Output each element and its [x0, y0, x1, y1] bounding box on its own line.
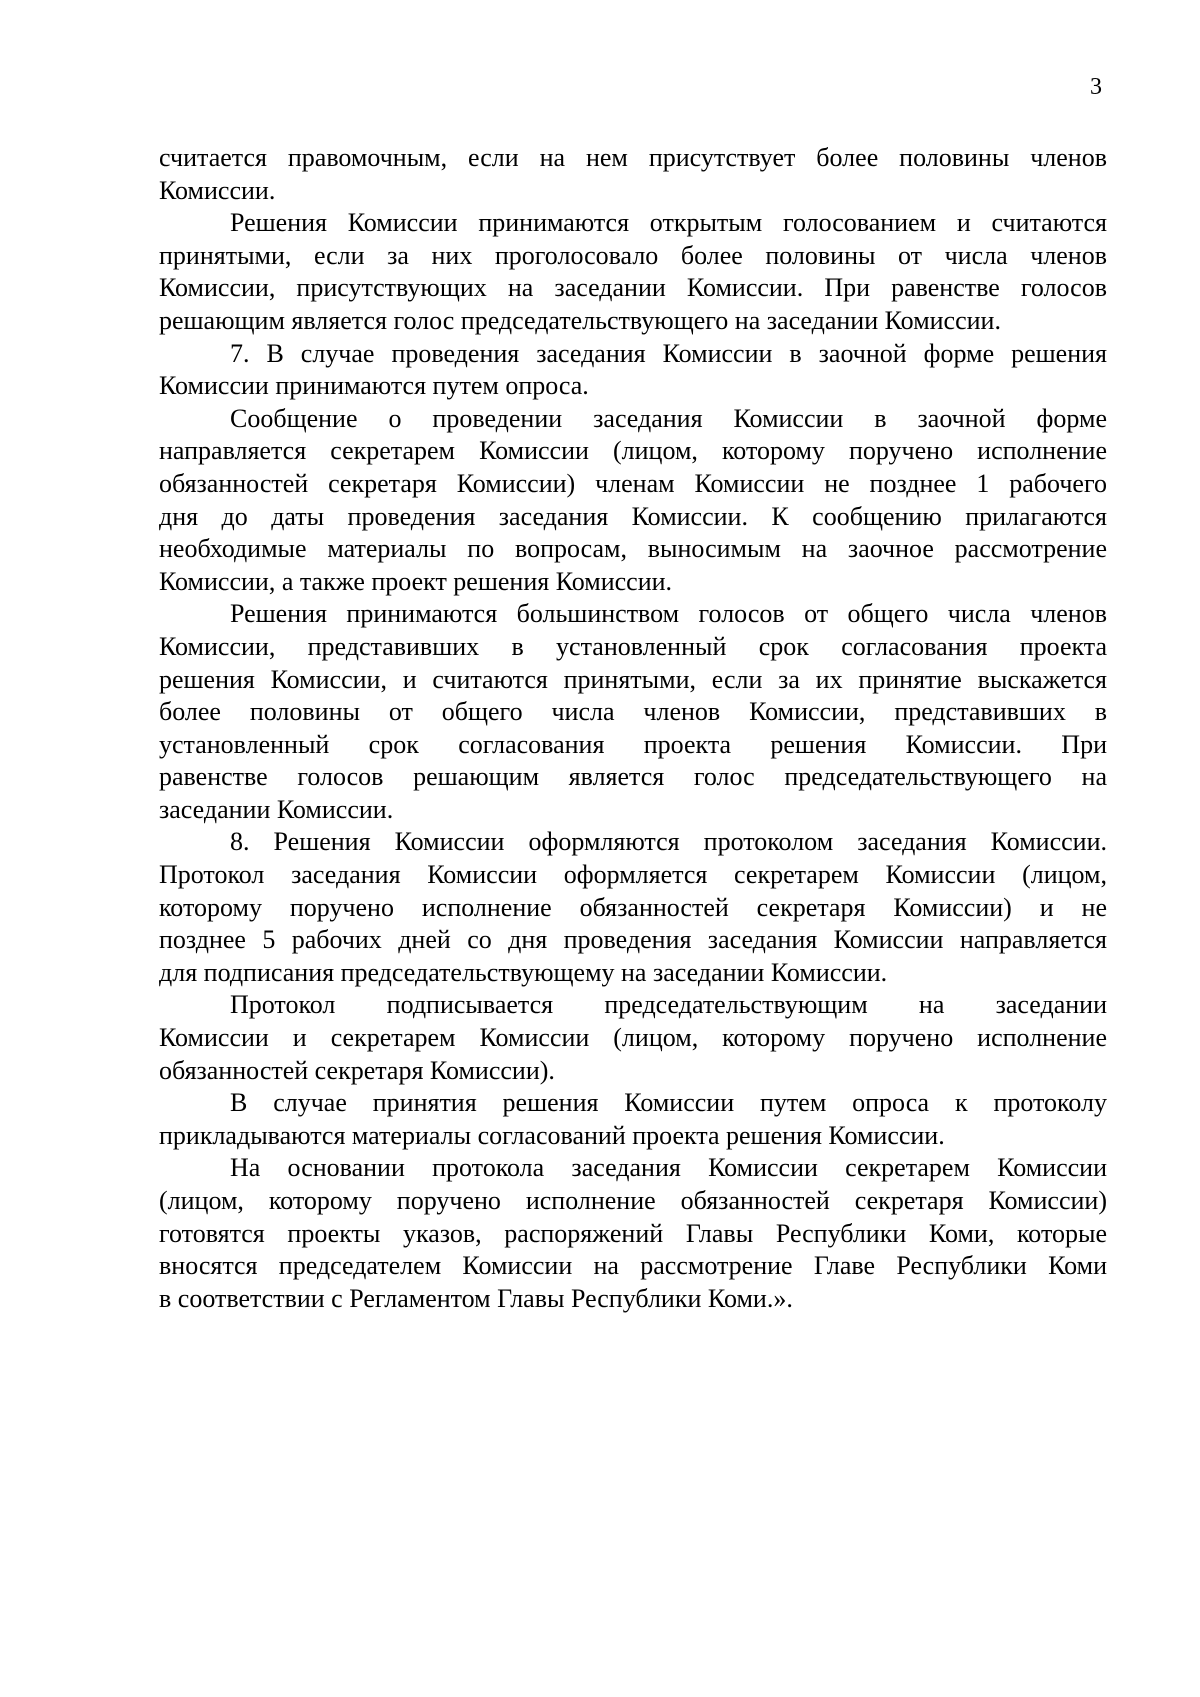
paragraph-line: решающим является голос председательствующего на заседании Комиссии. — [159, 305, 1001, 335]
document-body — [159, 142, 1107, 1315]
paragraph-line: Решения принимаются большинством голосов от общего числа членов — [230, 599, 1107, 629]
paragraph-line: дня до даты проведения заседания Комиссии. К сообщению прилагаются — [159, 501, 1107, 531]
paragraph-line: прикладываются материалы согласований проекта решения Комиссии. — [159, 1120, 945, 1150]
paragraph — [159, 1087, 1107, 1152]
paragraph-line: Решения Комиссии принимаются открытым голосованием и считаются — [230, 208, 1107, 238]
paragraph — [159, 142, 1107, 207]
paragraph-line: направляется секретарем Комиссии (лицом, которому поручено исполнение — [159, 436, 1107, 466]
paragraph-line: для подписания председательствующему на заседании Комиссии. — [159, 957, 888, 987]
paragraph-line: обязанностей секретаря Комиссии) членам Комиссии не позднее 1 рабочего — [159, 468, 1107, 498]
paragraph-line: Сообщение о проведении заседания Комиссии в заочной форме — [230, 403, 1107, 433]
paragraph-line: равенстве голосов решающим является голос председательствующего на — [159, 762, 1107, 792]
paragraph-line: На основании протокола заседания Комиссии секретарем Комиссии — [230, 1153, 1107, 1183]
paragraph-line: Комиссии, представивших в установленный срок согласования проекта — [159, 631, 1107, 661]
paragraph-line: В случае принятия решения Комиссии путем опроса к протоколу — [230, 1088, 1107, 1118]
paragraph-line: обязанностей секретаря Комиссии). — [159, 1055, 555, 1085]
paragraph — [159, 207, 1107, 337]
paragraph — [159, 338, 1107, 403]
paragraph-line: 7. В случае проведения заседания Комиссии в заочной форме решения — [230, 338, 1107, 368]
paragraph-line: Комиссии. — [159, 175, 276, 205]
paragraph-line: позднее 5 рабочих дней со дня проведения заседания Комиссии направляется — [159, 925, 1107, 955]
paragraph-line: считается правомочным, если на нем присутствует более половины членов — [159, 143, 1107, 172]
paragraph-line: установленный срок согласования проекта решения Комиссии. При — [159, 729, 1107, 759]
paragraph-line: Протокол заседания Комиссии оформляется секретарем Комиссии (лицом, — [159, 860, 1107, 890]
paragraph-line: вносятся председателем Комиссии на рассмотрение Главе Республики Коми — [159, 1251, 1107, 1281]
paragraph-line: решения Комиссии, и считаются принятыми, если за их принятие выскажется — [159, 664, 1107, 694]
paragraph-line: (лицом, которому поручено исполнение обязанностей секретаря Комиссии) — [159, 1186, 1107, 1215]
paragraph-line: заседании Комиссии. — [159, 794, 394, 824]
paragraph-line: в соответствии с Регламентом Главы Республики Коми.». — [159, 1283, 793, 1313]
paragraph — [159, 403, 1107, 599]
paragraph-line: готовятся проекты указов, распоряжений Главы Республики Коми, которые — [159, 1218, 1107, 1248]
paragraph-line: Комиссии и секретарем Комиссии (лицом, которому поручено исполнение — [159, 1023, 1107, 1053]
paragraph — [159, 1152, 1107, 1315]
paragraph — [159, 826, 1107, 989]
paragraph — [159, 598, 1107, 826]
paragraph-line: более половины от общего числа членов Комиссии, представивших в — [159, 697, 1107, 727]
paragraph-line: 8. Решения Комиссии оформляются протоколом заседания Комиссии. — [230, 827, 1107, 857]
paragraph-line: необходимые материалы по вопросам, выносимым на заочное рассмотрение — [159, 534, 1107, 564]
paragraph-line: которому поручено исполнение обязанностей секретаря Комиссии) и не — [159, 892, 1107, 922]
paragraph-line: Комиссии, присутствующих на заседании Комиссии. При равенстве голосов — [159, 273, 1107, 303]
paragraph-line: Комиссии, а также проект решения Комиссии. — [159, 566, 673, 596]
paragraph-line: принятыми, если за них проголосовало более половины от числа членов — [159, 240, 1107, 270]
paragraph-line: Протокол подписывается председательствующим на заседании — [230, 990, 1107, 1020]
paragraph-line: Комиссии принимаются путем опроса. — [159, 371, 589, 401]
page-number: 3 — [1090, 74, 1102, 100]
paragraph — [159, 989, 1107, 1087]
